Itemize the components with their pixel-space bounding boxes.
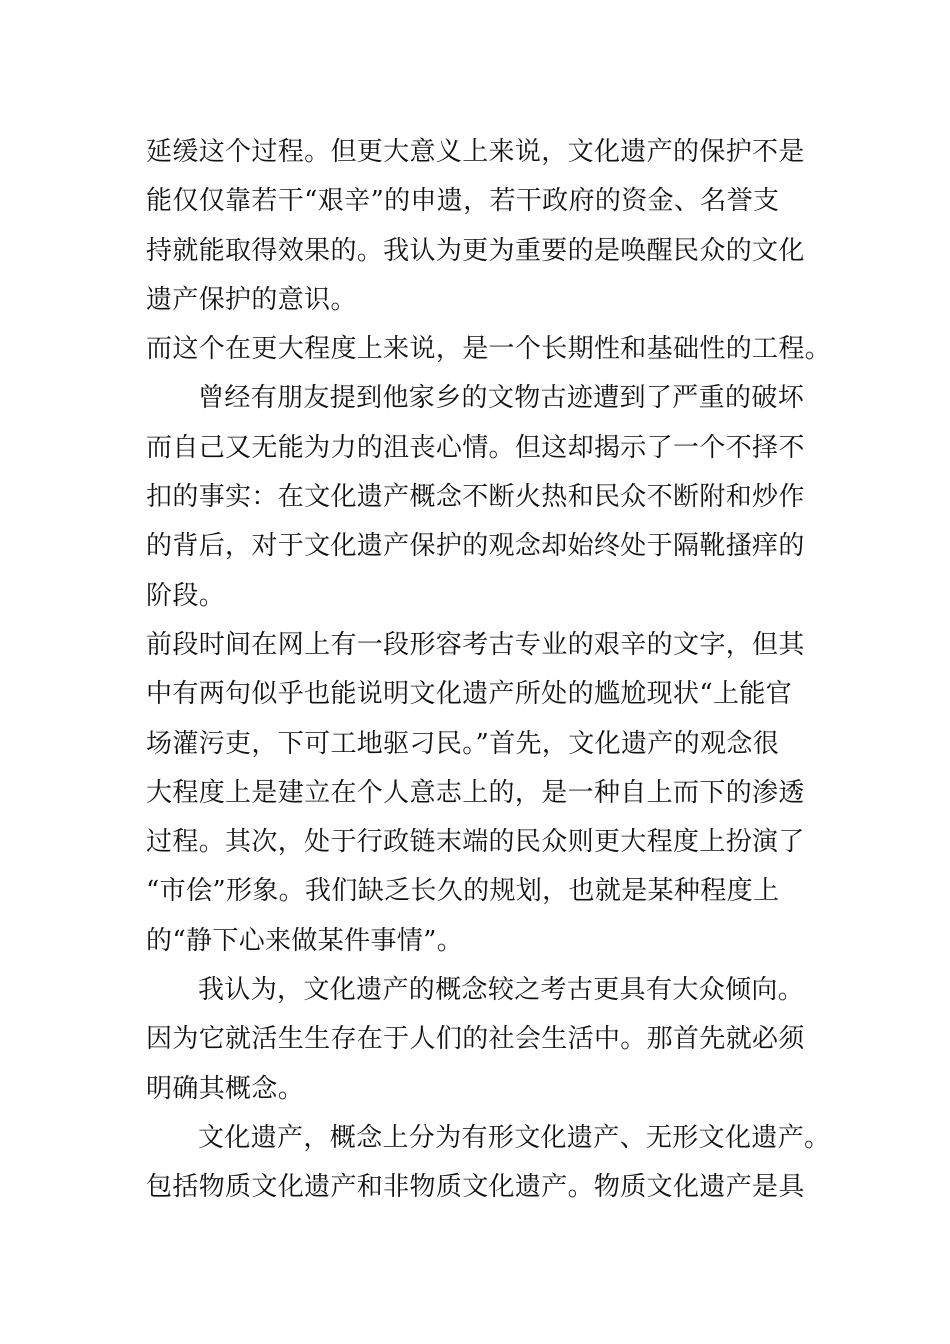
text-line: “市侩”形象。我们缺乏长久的规划，也就是某种程度上 <box>146 876 780 907</box>
text-line: 而自己又无能为力的沮丧心情。但这却揭示了一个不择不 <box>146 432 805 463</box>
text-line: 因为它就活生生存在于人们的社会生活中。那首先就必须 <box>146 1024 805 1055</box>
text-line: 阶段。 <box>146 580 226 611</box>
text-line: 包括物质文化遗产和非物质文化遗产。物质文化遗产是具 <box>146 1172 805 1203</box>
text-line: 的“静下心来做某件事情”。 <box>146 925 464 956</box>
text-line: 过程。其次，处于行政链末端的民众则更大程度上扮演了 <box>146 827 805 858</box>
text-line: 明确其概念。 <box>146 1073 305 1104</box>
document-body <box>146 128 832 1213</box>
text-line: 大程度上是建立在个人意志上的，是一种自上而下的渗透 <box>146 777 805 808</box>
text-line: 场灌污吏，下可工地驱刁民。”首先，文化遗产的观念很 <box>146 728 780 759</box>
text-line: 曾经有朋友提到他家乡的文物古迹遭到了严重的破坏 <box>198 383 805 414</box>
text-line: 扣的事实：在文化遗产概念不断火热和民众不断附和炒作 <box>146 482 805 513</box>
text-line: 而这个在更大程度上来说，是一个长期性和基础性的工程。 <box>146 334 832 365</box>
text-line: 我认为，文化遗产的概念较之考古更具有大众倾向。 <box>198 975 805 1006</box>
text-line: 延缓这个过程。但更大意义上来说，文化遗产的保护不是 <box>146 137 805 167</box>
text-line: 中有两句似乎也能说明文化遗产所处的尴尬现状“上能官 <box>146 679 793 710</box>
text-line: 文化遗产，概念上分为有形文化遗产、无形文化遗产。 <box>198 1122 831 1153</box>
text-line: 前段时间在网上有一段形容考古专业的艰辛的文字，但其 <box>146 629 805 660</box>
text-line: 遗产保护的意识。 <box>146 284 357 315</box>
text-line: 持就能取得效果的。我认为更为重要的是唤醒民众的文化 <box>146 235 805 266</box>
text-line: 能仅仅靠若干“艰辛”的申遗，若干政府的资金、名誉支 <box>146 186 780 217</box>
text-line: 的背后，对于文化遗产保护的观念却始终处于隔靴搔痒的 <box>146 531 805 562</box>
